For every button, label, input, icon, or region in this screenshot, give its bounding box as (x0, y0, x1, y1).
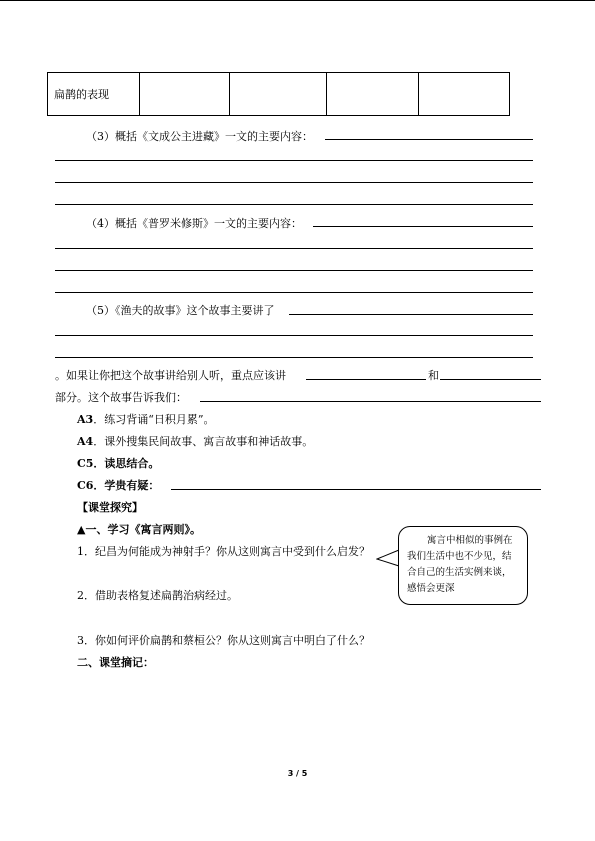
q5-answer-line[interactable] (55, 357, 533, 358)
tip-callout (398, 526, 528, 605)
task-a3-text: ．练习背诵“日积月累”。 (93, 413, 215, 426)
q3-answer-line[interactable] (55, 160, 533, 161)
q5-lesson-blank[interactable] (200, 401, 541, 402)
section-1-heading: ▲一、学习《寓言两则》。 (77, 523, 201, 536)
task-c5: C5．读思结合。 (77, 457, 160, 470)
table-row (48, 73, 510, 116)
table-cell[interactable] (419, 73, 510, 116)
symptom-table (47, 72, 510, 116)
question-3-prompt: （3）概括《文成公主进藏》一文的主要内容： (86, 130, 313, 143)
q5-answer-line[interactable] (289, 314, 533, 315)
q5-and-text: 和 (428, 369, 439, 382)
task-a4-label: A4 (77, 435, 94, 448)
q5-line2-text: 。如果让你把这个故事讲给别人听，重点应该讲 (55, 369, 286, 382)
table-cell[interactable] (327, 73, 419, 116)
q3-answer-line[interactable] (325, 139, 533, 140)
classroom-explore-heading: 【课堂探究】 (77, 501, 143, 514)
table-cell[interactable] (230, 73, 327, 116)
question-5-prompt: （5）《渔夫的故事》这个故事主要讲了 (86, 304, 275, 317)
task-a3 (77, 411, 214, 427)
task-a4 (77, 433, 313, 449)
task-a4-text: ．课外搜集民间故事、寓言故事和神话故事。 (93, 435, 314, 448)
task-c6: C6．学贵有疑： (77, 479, 160, 492)
section-2-heading: 二、课堂摘记： (77, 656, 154, 669)
q3-answer-line[interactable] (55, 182, 533, 183)
top-rule (0, 0, 595, 1)
question-4-prompt: （4）概括《普罗米修斯》一文的主要内容： (86, 217, 302, 230)
callout-tail-icon (376, 548, 400, 570)
explore-question-1: 1．纪昌为何能成为神射手？你从这则寓言中受到什么启发？ (77, 545, 370, 558)
q3-answer-line[interactable] (55, 204, 533, 205)
q4-answer-line[interactable] (55, 292, 533, 293)
explore-question-2: 2．借助表格复述扁鹊治病经过。 (77, 589, 238, 602)
q5-line3-text: 部分。这个故事告诉我们： (55, 391, 187, 404)
q4-answer-line[interactable] (55, 248, 533, 249)
q5-focus-blank-1[interactable] (306, 379, 426, 380)
task-a3-label: A3 (77, 413, 94, 426)
q5-answer-line[interactable] (55, 335, 533, 336)
table-row-label: 扁鹊的表现 (48, 73, 140, 116)
tip-callout-text: 寓言中相似的事例在我们生活中也不少见，结合自己的生活实例来谈，感悟会更深 (407, 535, 513, 594)
q4-answer-line[interactable] (313, 226, 533, 227)
table-cell[interactable] (140, 73, 230, 116)
explore-question-3: 3．你如何评价扁鹊和蔡桓公？你从这则寓言中明白了什么？ (77, 634, 370, 647)
c6-answer-line[interactable] (171, 489, 541, 490)
page-number: 3 / 5 (287, 769, 308, 778)
q4-answer-line[interactable] (55, 270, 533, 271)
q5-focus-blank-2[interactable] (440, 379, 541, 380)
